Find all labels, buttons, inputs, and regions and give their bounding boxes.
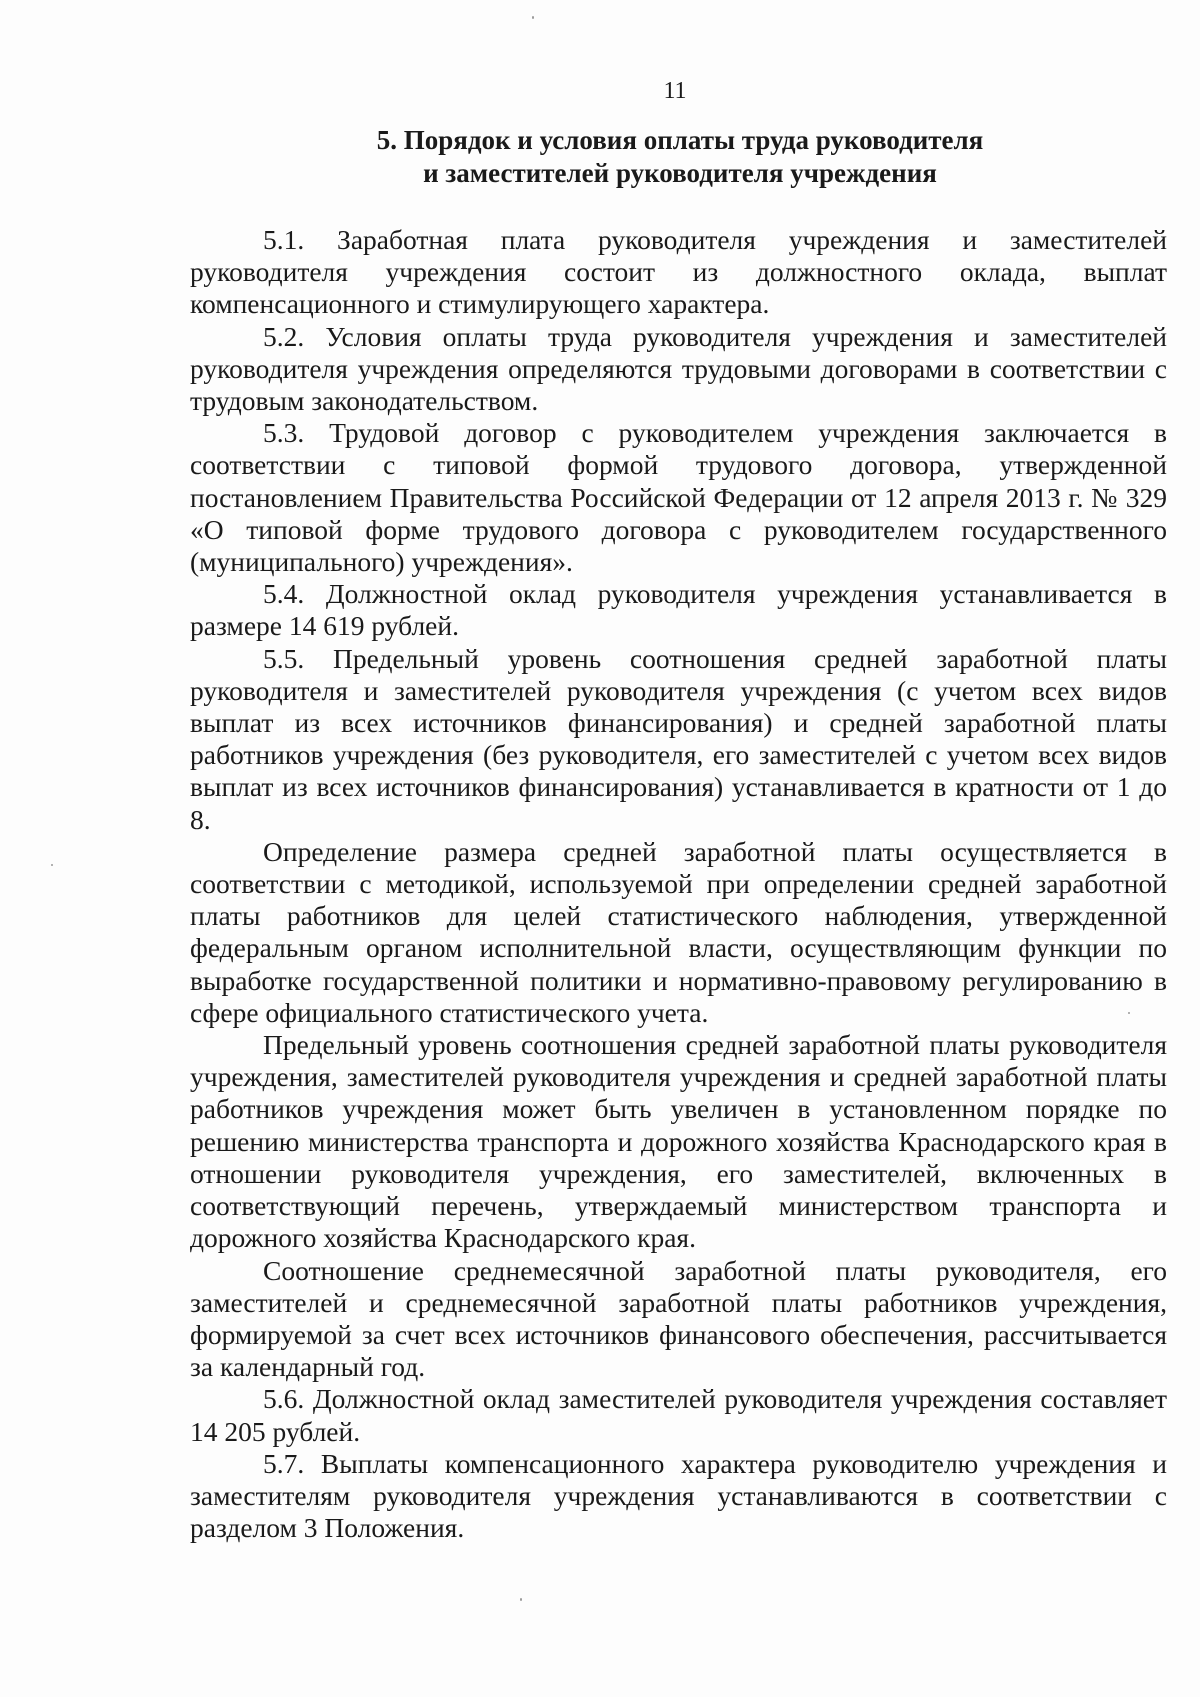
section-body bbox=[190, 224, 1167, 1544]
section-heading bbox=[190, 124, 1170, 190]
paragraph-5-1: 5.1. Заработная плата руководителя учреждения и заместителей руководителя учреждения состоит из должностного оклада, выплат компенсационного и стимулирующего характера. bbox=[190, 224, 1167, 320]
scan-speck bbox=[51, 864, 53, 866]
paragraph-monthly-ratio: Соотношение среднемесячной заработной платы руководителя, его заместителей и среднемесячной заработной платы работников учреждения, формируемой за счет всех источников финансового обеспечения, рассчитывается за календарный год. bbox=[190, 1254, 1167, 1383]
paragraph-average-salary-method: Определение размера средней заработной платы осуществляется в соответствии с методикой, используемой при определении средней заработной платы работников для целей статистического наблюдения, утвержденной федеральным органом исполнительной власти, осуществляющим функции по выработке государственной политики и нормативно-правовому регулированию в сфере официального статистического учета. bbox=[190, 835, 1167, 1028]
paragraph-5-4: 5.4. Должностной оклад руководителя учреждения устанавливается в размере 14 619 рублей. bbox=[190, 578, 1167, 642]
scan-speck bbox=[520, 1598, 522, 1601]
section-heading-line-1: 5. Порядок и условия оплаты труда руководителя bbox=[376, 125, 984, 155]
paragraph-5-2: 5.2. Условия оплаты труда руководителя учреждения и заместителей руководителя учреждения определяются трудовыми договорами в соответствии с трудовым законодательством. bbox=[190, 320, 1167, 417]
section-heading-line-2: и заместителей руководителя учреждения bbox=[423, 158, 937, 188]
paragraph-ratio-increase: Предельный уровень соотношения средней заработной платы руководителя учреждения, заместителей руководителя учреждения и средней заработной платы работников учреждения может быть увеличен в установленном порядке по решению министерства транспорта и дорожного хозяйства Краснодарского края в отношении руководителя учреждения, его заместителей, включенных в соответствующий перечень, утверждаемый министерством транспорта и дорожного хозяйства Краснодарского края. bbox=[190, 1029, 1167, 1254]
paragraph-5-6: 5.6. Должностной оклад заместителей руководителя учреждения составляет 14 205 рублей. bbox=[190, 1383, 1167, 1447]
paragraph-5-3: 5.3. Трудовой договор с руководителем учреждения заключается в соответствии с типовой формой трудового договора, утвержденной постановлением Правительства Российской Федерации от 12 апреля 2013 г. № 329 «О типовой форме трудового договора с руководителем государственного (муниципального) учреждения». bbox=[190, 417, 1167, 578]
scan-speck bbox=[532, 16, 534, 19]
paragraph-5-5: 5.5. Предельный уровень соотношения средней заработной платы руководителя и заместителей руководителя учреждения (с учетом всех видов выплат из всех источников финансирования) и средней заработной платы работников учреждения (без руководителя, его заместителей с учетом всех видов выплат из всех источников финансирования) устанавливается в кратности от 1 до 8. bbox=[190, 642, 1167, 835]
page-number: 11 bbox=[663, 78, 687, 104]
paragraph-5-7: 5.7. Выплаты компенсационного характера руководителю учреждения и заместителям руководителя учреждения устанавливаются в соответствии с разделом 3 Положения. bbox=[190, 1447, 1167, 1544]
